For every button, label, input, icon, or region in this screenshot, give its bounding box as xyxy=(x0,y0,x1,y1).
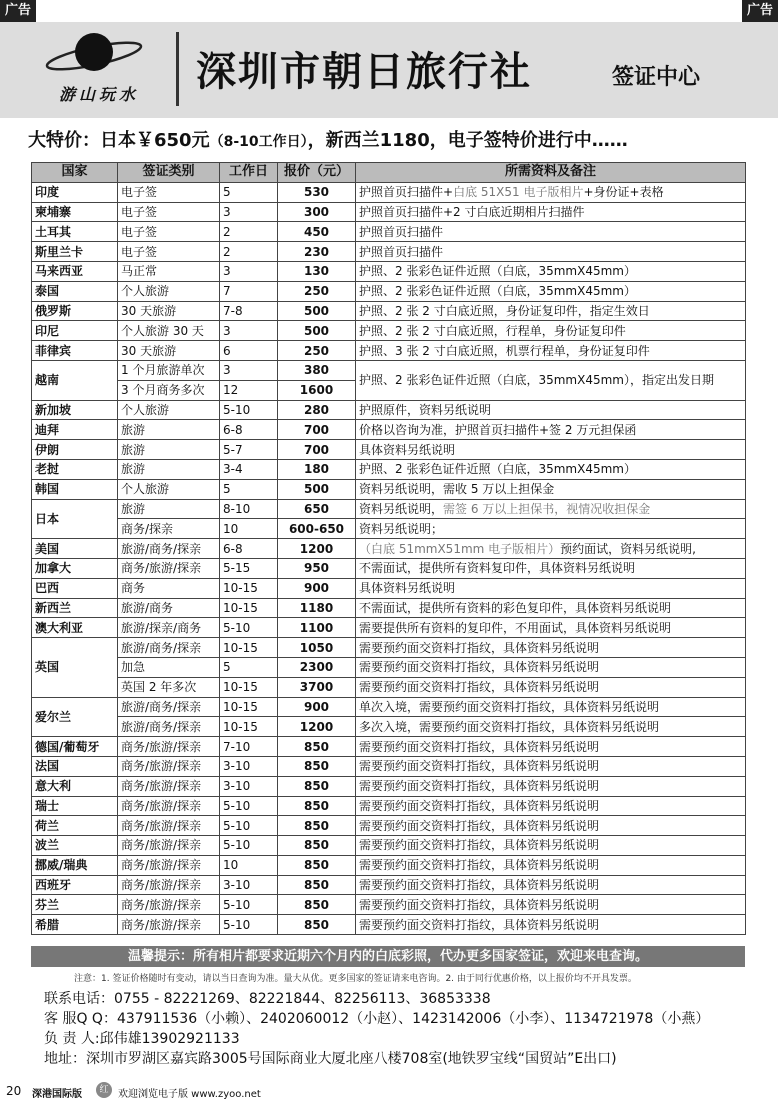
cell-type: 商务/旅游/探亲 xyxy=(118,796,220,816)
cell-price: 700 xyxy=(278,420,356,440)
cell-type: 个人旅游 30 天 xyxy=(118,321,220,341)
cell-days: 10-15 xyxy=(220,677,278,697)
cell-price: 1200 xyxy=(278,717,356,737)
promo-part1: 大特价：日本￥650元 xyxy=(28,130,210,151)
table-row xyxy=(32,578,746,598)
cell-country: 菲律宾 xyxy=(32,341,118,361)
cell-notes: 需要预约面交资料打指纹，具体资料另纸说明 xyxy=(356,895,746,915)
cell-notes: 护照首页扫描件 xyxy=(356,242,746,262)
cell-price: 950 xyxy=(278,558,356,578)
cell-days: 12 xyxy=(220,380,278,400)
promo-part2: （8-10工作日） xyxy=(209,134,308,150)
table-row xyxy=(32,816,746,836)
cell-country: 斯里兰卡 xyxy=(32,242,118,262)
cell-notes: 需要预约面交资料打指纹，具体资料另纸说明 xyxy=(356,776,746,796)
cell-notes: 护照、2 张彩色证件近照（白底，35mmX45mm），指定出发日期 xyxy=(356,360,746,400)
cell-price: 850 xyxy=(278,796,356,816)
table-row xyxy=(32,598,746,618)
cell-country: 新西兰 xyxy=(32,598,118,618)
cell-price: 230 xyxy=(278,242,356,262)
cell-country: 印度 xyxy=(32,182,118,202)
cell-type: 商务/旅游/探亲 xyxy=(118,756,220,776)
globe-logo-icon xyxy=(40,30,148,78)
cell-type: 商务/旅游/探亲 xyxy=(118,875,220,895)
table-row xyxy=(32,420,746,440)
table-row xyxy=(32,459,746,479)
cell-notes: 需要预约面交资料打指纹，具体资料另纸说明 xyxy=(356,875,746,895)
cell-type: 商务/旅游/探亲 xyxy=(118,737,220,757)
cell-type: 马正常 xyxy=(118,261,220,281)
cell-price: 850 xyxy=(278,756,356,776)
cell-days: 6-8 xyxy=(220,420,278,440)
cell-days: 5 xyxy=(220,479,278,499)
page-number: 20 xyxy=(6,1084,22,1098)
table-row xyxy=(32,618,746,638)
contact-address: 地址：深圳市罗湖区嘉宾路3005号国际商业大厦北座八楼708室(地铁罗宝线“国贸站”E出口) xyxy=(44,1051,617,1067)
price-note: 注意：1. 签证价格随时有变动，请以当日查询为准。量大从优。更多国家的签证请来电咨询。2. 由于同行优惠价格，以上报价均不开具发票。 xyxy=(74,974,637,984)
cell-notes: 单次入境，需要预约面交资料打指纹，具体资料另纸说明 xyxy=(356,697,746,717)
contact-person: 负 责 人:邱伟雄13902921133 xyxy=(44,1031,240,1047)
cell-price: 1180 xyxy=(278,598,356,618)
table-row xyxy=(32,400,746,420)
notes-highlight: 白底 51X51 电子版相片 xyxy=(453,185,584,200)
cell-days: 10-15 xyxy=(220,697,278,717)
cell-country: 瑞士 xyxy=(32,796,118,816)
cell-days: 5-10 xyxy=(220,796,278,816)
table-row xyxy=(32,855,746,875)
cell-type: 旅游 xyxy=(118,440,220,460)
cell-country: 新加坡 xyxy=(32,400,118,420)
table-row xyxy=(32,796,746,816)
cell-price: 600-650 xyxy=(278,519,356,539)
cell-notes: 护照、2 张彩色证件近照（白底，35mmX45mm） xyxy=(356,281,746,301)
cell-notes: 护照、2 张彩色证件近照（白底，35mmX45mm） xyxy=(356,261,746,281)
cell-type: 个人旅游 xyxy=(118,400,220,420)
cell-country: 爱尔兰 xyxy=(32,697,118,737)
notes-highlight: 需签 6 万以上担保书，视情况收担保金 xyxy=(443,501,651,516)
cell-price: 1100 xyxy=(278,618,356,638)
cell-price: 700 xyxy=(278,440,356,460)
cell-type: 旅游/探亲/商务 xyxy=(118,618,220,638)
header-divider xyxy=(176,32,179,106)
table-row xyxy=(32,558,746,578)
cell-type: 旅游/商务 xyxy=(118,598,220,618)
cell-days: 6-8 xyxy=(220,539,278,559)
table-row xyxy=(32,440,746,460)
table-row xyxy=(32,539,746,559)
cell-days: 5-10 xyxy=(220,816,278,836)
cell-country: 芬兰 xyxy=(32,895,118,915)
cell-country: 老挝 xyxy=(32,459,118,479)
cell-country: 柬埔寨 xyxy=(32,202,118,222)
cell-type: 旅游 xyxy=(118,420,220,440)
cell-country: 韩国 xyxy=(32,479,118,499)
cell-type: 30 天旅游 xyxy=(118,301,220,321)
header-price: 报价（元） xyxy=(278,163,356,183)
cell-notes: 需要预约面交资料打指纹，具体资料另纸说明 xyxy=(356,638,746,658)
cell-notes: 资料另纸说明，需收 5 万以上担保金 xyxy=(356,479,746,499)
brand-badge-icon: 红 xyxy=(96,1082,112,1098)
cell-price: 130 xyxy=(278,261,356,281)
table-row xyxy=(32,895,746,915)
cell-days: 5 xyxy=(220,657,278,677)
cell-notes: 需要提供所有资料的复印件，不用面试，具体资料另纸说明 xyxy=(356,618,746,638)
cell-notes: 护照首页扫描件 xyxy=(356,222,746,242)
table-row xyxy=(32,836,746,856)
cell-days: 10-15 xyxy=(220,598,278,618)
cell-country: 挪威/瑞典 xyxy=(32,855,118,875)
cell-type: 旅游/商务/探亲 xyxy=(118,697,220,717)
cell-price: 650 xyxy=(278,499,356,519)
cell-notes: 需要预约面交资料打指纹，具体资料另纸说明 xyxy=(356,677,746,697)
cell-notes: 具体资料另纸说明 xyxy=(356,578,746,598)
cell-country: 日本 xyxy=(32,499,118,539)
logo-text: 游山玩水 xyxy=(58,85,139,104)
cell-type: 商务/旅游/探亲 xyxy=(118,895,220,915)
cell-days: 3-4 xyxy=(220,459,278,479)
cell-country: 法国 xyxy=(32,756,118,776)
cell-notes: 护照、2 张 2 寸白底近照，行程单，身份证复印件 xyxy=(356,321,746,341)
table-row xyxy=(32,360,746,380)
page-footer xyxy=(0,1080,778,1100)
cell-price: 280 xyxy=(278,400,356,420)
notes-text: 预约面试，资料另纸说明, xyxy=(560,541,696,556)
cell-notes: 护照、3 张 2 寸白底近照，机票行程单，身份证复印件 xyxy=(356,341,746,361)
table-row xyxy=(32,737,746,757)
table-row xyxy=(32,519,746,539)
table-row xyxy=(32,301,746,321)
cell-price: 500 xyxy=(278,301,356,321)
cell-country: 英国 xyxy=(32,638,118,697)
cell-days: 10-15 xyxy=(220,717,278,737)
cell-type: 商务/旅游/探亲 xyxy=(118,776,220,796)
cell-notes: 具体资料另纸说明 xyxy=(356,440,746,460)
cell-price: 850 xyxy=(278,836,356,856)
cell-country: 越南 xyxy=(32,360,118,400)
cell-country: 西班牙 xyxy=(32,875,118,895)
cell-notes: 需要预约面交资料打指纹，具体资料另纸说明 xyxy=(356,855,746,875)
visa-price-table xyxy=(31,162,746,935)
table-row xyxy=(32,202,746,222)
cell-type: 电子签 xyxy=(118,182,220,202)
cell-price: 850 xyxy=(278,915,356,935)
cell-days: 10-15 xyxy=(220,578,278,598)
cell-days: 3-10 xyxy=(220,756,278,776)
cell-price: 500 xyxy=(278,321,356,341)
cell-price: 850 xyxy=(278,895,356,915)
table-row xyxy=(32,776,746,796)
site-link[interactable]: 欢迎浏览电子版 www.zyoo.net xyxy=(118,1089,261,1100)
cell-type: 商务/旅游/探亲 xyxy=(118,816,220,836)
cell-type: 旅游/商务/探亲 xyxy=(118,638,220,658)
ad-tag-left: 广告 xyxy=(0,0,36,22)
cell-notes: 价格以咨询为准，护照首页扫描件+签 2 万元担保函 xyxy=(356,420,746,440)
cell-country: 土耳其 xyxy=(32,222,118,242)
notes-highlight: （白底 51mmX51mm 电子版相片） xyxy=(359,541,561,556)
cell-notes: 护照、2 张 2 寸白底近照，身份证复印件，指定生效日 xyxy=(356,301,746,321)
cell-days: 5-10 xyxy=(220,915,278,935)
cell-price: 850 xyxy=(278,776,356,796)
cell-days: 7-10 xyxy=(220,737,278,757)
cell-price: 380 xyxy=(278,360,356,380)
cell-country: 意大利 xyxy=(32,776,118,796)
cell-notes: 需要预约面交资料打指纹，具体资料另纸说明 xyxy=(356,915,746,935)
cell-price: 850 xyxy=(278,875,356,895)
table-row xyxy=(32,638,746,658)
notes-text: 资料另纸说明， xyxy=(359,501,444,516)
cell-type: 电子签 xyxy=(118,222,220,242)
cell-days: 5-7 xyxy=(220,440,278,460)
table-row xyxy=(32,281,746,301)
cell-type: 个人旅游 xyxy=(118,281,220,301)
table-row xyxy=(32,875,746,895)
contact-qq: 客 服Q Q：437911536（小赖）、2402060012（小赵）、1423142006（小李）、1134721978（小燕） xyxy=(44,1011,710,1027)
cell-type: 加急 xyxy=(118,657,220,677)
cell-country: 希腊 xyxy=(32,915,118,935)
header-banner xyxy=(0,22,778,118)
cell-country: 德国/葡萄牙 xyxy=(32,737,118,757)
cell-country: 马来西亚 xyxy=(32,261,118,281)
cell-days: 3 xyxy=(220,321,278,341)
table-row xyxy=(32,717,746,737)
cell-country: 迪拜 xyxy=(32,420,118,440)
cell-country: 巴西 xyxy=(32,578,118,598)
table-row xyxy=(32,657,746,677)
cell-price: 850 xyxy=(278,816,356,836)
edition-name: 深港国际版 xyxy=(32,1089,82,1100)
table-row xyxy=(32,242,746,262)
cell-days: 8-10 xyxy=(220,499,278,519)
cell-notes xyxy=(356,539,746,559)
cell-price: 300 xyxy=(278,202,356,222)
cell-type: 个人旅游 xyxy=(118,479,220,499)
cell-type: 商务/旅游/探亲 xyxy=(118,836,220,856)
cell-price: 1200 xyxy=(278,539,356,559)
cell-price: 530 xyxy=(278,182,356,202)
cell-type: 商务/旅游/探亲 xyxy=(118,558,220,578)
cell-type: 1 个月旅游单次 xyxy=(118,360,220,380)
cell-days: 3-10 xyxy=(220,875,278,895)
cell-country: 澳大利亚 xyxy=(32,618,118,638)
header-type: 签证类别 xyxy=(118,163,220,183)
cell-days: 6 xyxy=(220,341,278,361)
cell-price: 850 xyxy=(278,855,356,875)
cell-days: 2 xyxy=(220,242,278,262)
cell-price: 900 xyxy=(278,578,356,598)
cell-type: 旅游 xyxy=(118,499,220,519)
cell-price: 450 xyxy=(278,222,356,242)
cell-type: 电子签 xyxy=(118,242,220,262)
table-row xyxy=(32,479,746,499)
cell-days: 5-15 xyxy=(220,558,278,578)
cell-country: 俄罗斯 xyxy=(32,301,118,321)
cell-price: 180 xyxy=(278,459,356,479)
header-days: 工作日 xyxy=(220,163,278,183)
cell-price: 250 xyxy=(278,281,356,301)
ad-tag-right: 广告 xyxy=(742,0,778,22)
table-row xyxy=(32,341,746,361)
cell-country: 美国 xyxy=(32,539,118,559)
cell-type: 商务/旅游/探亲 xyxy=(118,855,220,875)
table-row xyxy=(32,499,746,519)
cell-type: 商务/旅游/探亲 xyxy=(118,915,220,935)
cell-days: 5-10 xyxy=(220,400,278,420)
cell-country: 荷兰 xyxy=(32,816,118,836)
cell-country: 波兰 xyxy=(32,836,118,856)
cell-country: 伊朗 xyxy=(32,440,118,460)
cell-price: 3700 xyxy=(278,677,356,697)
cell-notes: 需要预约面交资料打指纹，具体资料另纸说明 xyxy=(356,737,746,757)
cell-country: 泰国 xyxy=(32,281,118,301)
cell-type: 商务/探亲 xyxy=(118,519,220,539)
cell-notes: 护照首页扫描件+2 寸白底近期相片扫描件 xyxy=(356,202,746,222)
cell-price: 850 xyxy=(278,737,356,757)
table-row xyxy=(32,756,746,776)
visa-center-title: 签证中心 xyxy=(612,65,701,90)
cell-days: 2 xyxy=(220,222,278,242)
table-header-row xyxy=(32,163,746,183)
cell-days: 10-15 xyxy=(220,638,278,658)
cell-type: 英国 2 年多次 xyxy=(118,677,220,697)
cell-days: 5-10 xyxy=(220,618,278,638)
cell-price: 2300 xyxy=(278,657,356,677)
cell-type: 3 个月商务多次 xyxy=(118,380,220,400)
cell-days: 5-10 xyxy=(220,895,278,915)
cell-days: 10 xyxy=(220,855,278,875)
table-row xyxy=(32,222,746,242)
cell-country: 印尼 xyxy=(32,321,118,341)
cell-days: 5 xyxy=(220,182,278,202)
cell-country: 加拿大 xyxy=(32,558,118,578)
cell-price: 1050 xyxy=(278,638,356,658)
warm-tip-banner: 温馨提示：所有相片都要求近期六个月内的白底彩照，代办更多国家签证，欢迎来电查询。 xyxy=(31,946,745,967)
cell-notes: 需要预约面交资料打指纹，具体资料另纸说明 xyxy=(356,816,746,836)
table-row xyxy=(32,321,746,341)
cell-notes: 需要预约面交资料打指纹，具体资料另纸说明 xyxy=(356,836,746,856)
cell-type: 电子签 xyxy=(118,202,220,222)
cell-days: 3 xyxy=(220,261,278,281)
cell-type: 旅游/商务/探亲 xyxy=(118,717,220,737)
cell-notes: 需要预约面交资料打指纹，具体资料另纸说明 xyxy=(356,756,746,776)
cell-days: 7 xyxy=(220,281,278,301)
cell-notes: 护照、2 张彩色证件近照（白底，35mmX45mm） xyxy=(356,459,746,479)
cell-days: 7-8 xyxy=(220,301,278,321)
table-row xyxy=(32,261,746,281)
cell-notes: 需要预约面交资料打指纹，具体资料另纸说明 xyxy=(356,796,746,816)
cell-notes: 不需面试，提供所有资料复印件，具体资料另纸说明 xyxy=(356,558,746,578)
agency-name: 深圳市朝日旅行社 xyxy=(196,49,532,95)
table-row xyxy=(32,915,746,935)
cell-type: 30 天旅游 xyxy=(118,341,220,361)
cell-price: 500 xyxy=(278,479,356,499)
table-row xyxy=(32,182,746,202)
cell-days: 5-10 xyxy=(220,836,278,856)
cell-days: 3 xyxy=(220,202,278,222)
promo-part3: ，新西兰1180，电子签特价进行中…… xyxy=(307,130,628,151)
cell-notes: 多次入境，需要预约面交资料打指纹，具体资料另纸说明 xyxy=(356,717,746,737)
table-row xyxy=(32,697,746,717)
cell-price: 1600 xyxy=(278,380,356,400)
cell-notes xyxy=(356,499,746,519)
cell-days: 3 xyxy=(220,360,278,380)
cell-type: 旅游 xyxy=(118,459,220,479)
cell-type: 商务 xyxy=(118,578,220,598)
cell-type: 旅游/商务/探亲 xyxy=(118,539,220,559)
contact-phone: 联系电话：0755 - 82221269、82221844、82256113、36853338 xyxy=(44,991,491,1007)
table-row xyxy=(32,677,746,697)
cell-days: 10 xyxy=(220,519,278,539)
cell-notes: 资料另纸说明； xyxy=(356,519,746,539)
cell-price: 250 xyxy=(278,341,356,361)
cell-notes: 护照首页扫描件+白底 51X51 电子版相片+身份证+表格 xyxy=(356,182,746,202)
header-country: 国家 xyxy=(32,163,118,183)
cell-notes: 不需面试，提供所有资料的彩色复印件，具体资料另纸说明 xyxy=(356,598,746,618)
cell-price: 900 xyxy=(278,697,356,717)
header-notes: 所需资料及备注 xyxy=(356,163,746,183)
promo-headline xyxy=(28,126,768,152)
cell-days: 3-10 xyxy=(220,776,278,796)
cell-notes: 需要预约面交资料打指纹，具体资料另纸说明 xyxy=(356,657,746,677)
cell-notes: 护照原件，资料另纸说明 xyxy=(356,400,746,420)
